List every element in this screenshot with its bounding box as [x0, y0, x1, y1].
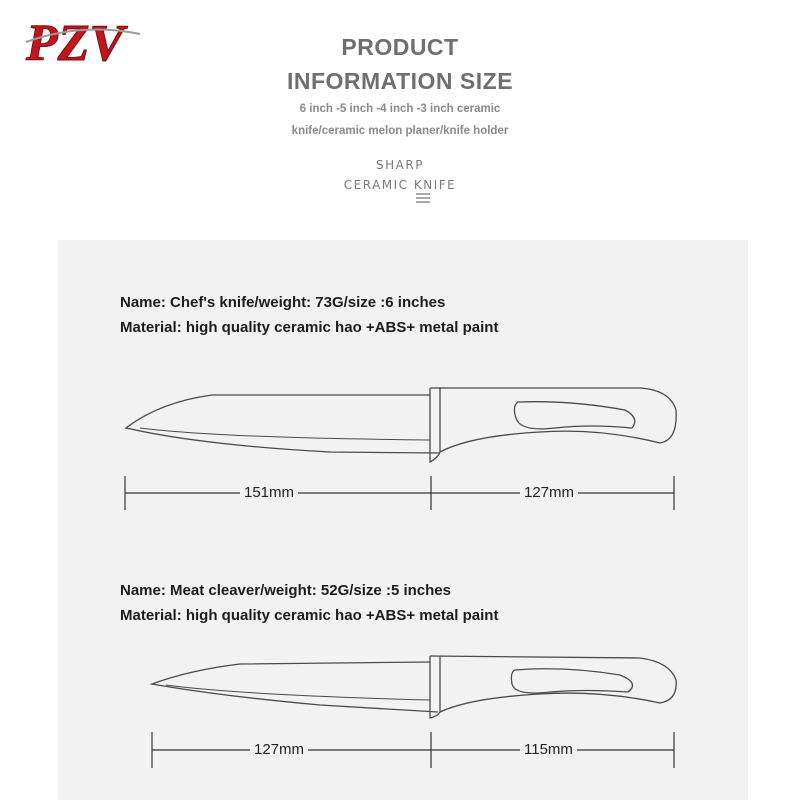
page-title-line2: INFORMATION SIZE — [286, 68, 514, 94]
knife-1-drawing — [126, 387, 676, 462]
subtitle-line2: knife/ceramic melon planer/knife holder — [291, 125, 509, 137]
svg-text:PZV: PZV — [26, 15, 125, 72]
knife-1-name: Name: Chef's knife/weight: 73G/size :6 inches — [120, 294, 446, 311]
subtitle-line1: 6 inch -5 inch -4 inch -3 inch ceramic — [299, 103, 501, 115]
knife-1-material: Material: high quality ceramic hao +ABS+ metal paint — [120, 319, 499, 336]
knife-2-blade-length: 127mm — [250, 741, 308, 758]
knife-1-blade-length: 151mm — [240, 484, 298, 501]
knife-2-handle-length: 115mm — [520, 741, 577, 758]
tag-line2: CERAMIC KNIFE — [343, 178, 457, 192]
knife-1-handle-length: 127mm — [520, 484, 578, 501]
knife-2-dimensions — [152, 732, 674, 768]
knife-2-material: Material: high quality ceramic hao +ABS+ metal paint — [120, 607, 499, 624]
knife-1-dimensions — [125, 476, 674, 510]
knife-2-drawing — [152, 656, 676, 718]
tag-line1: SHARP — [376, 158, 424, 172]
page-title-line1: PRODUCT — [341, 34, 459, 60]
knife-2-name: Name: Meat cleaver/weight: 52G/size :5 inches — [120, 582, 451, 599]
